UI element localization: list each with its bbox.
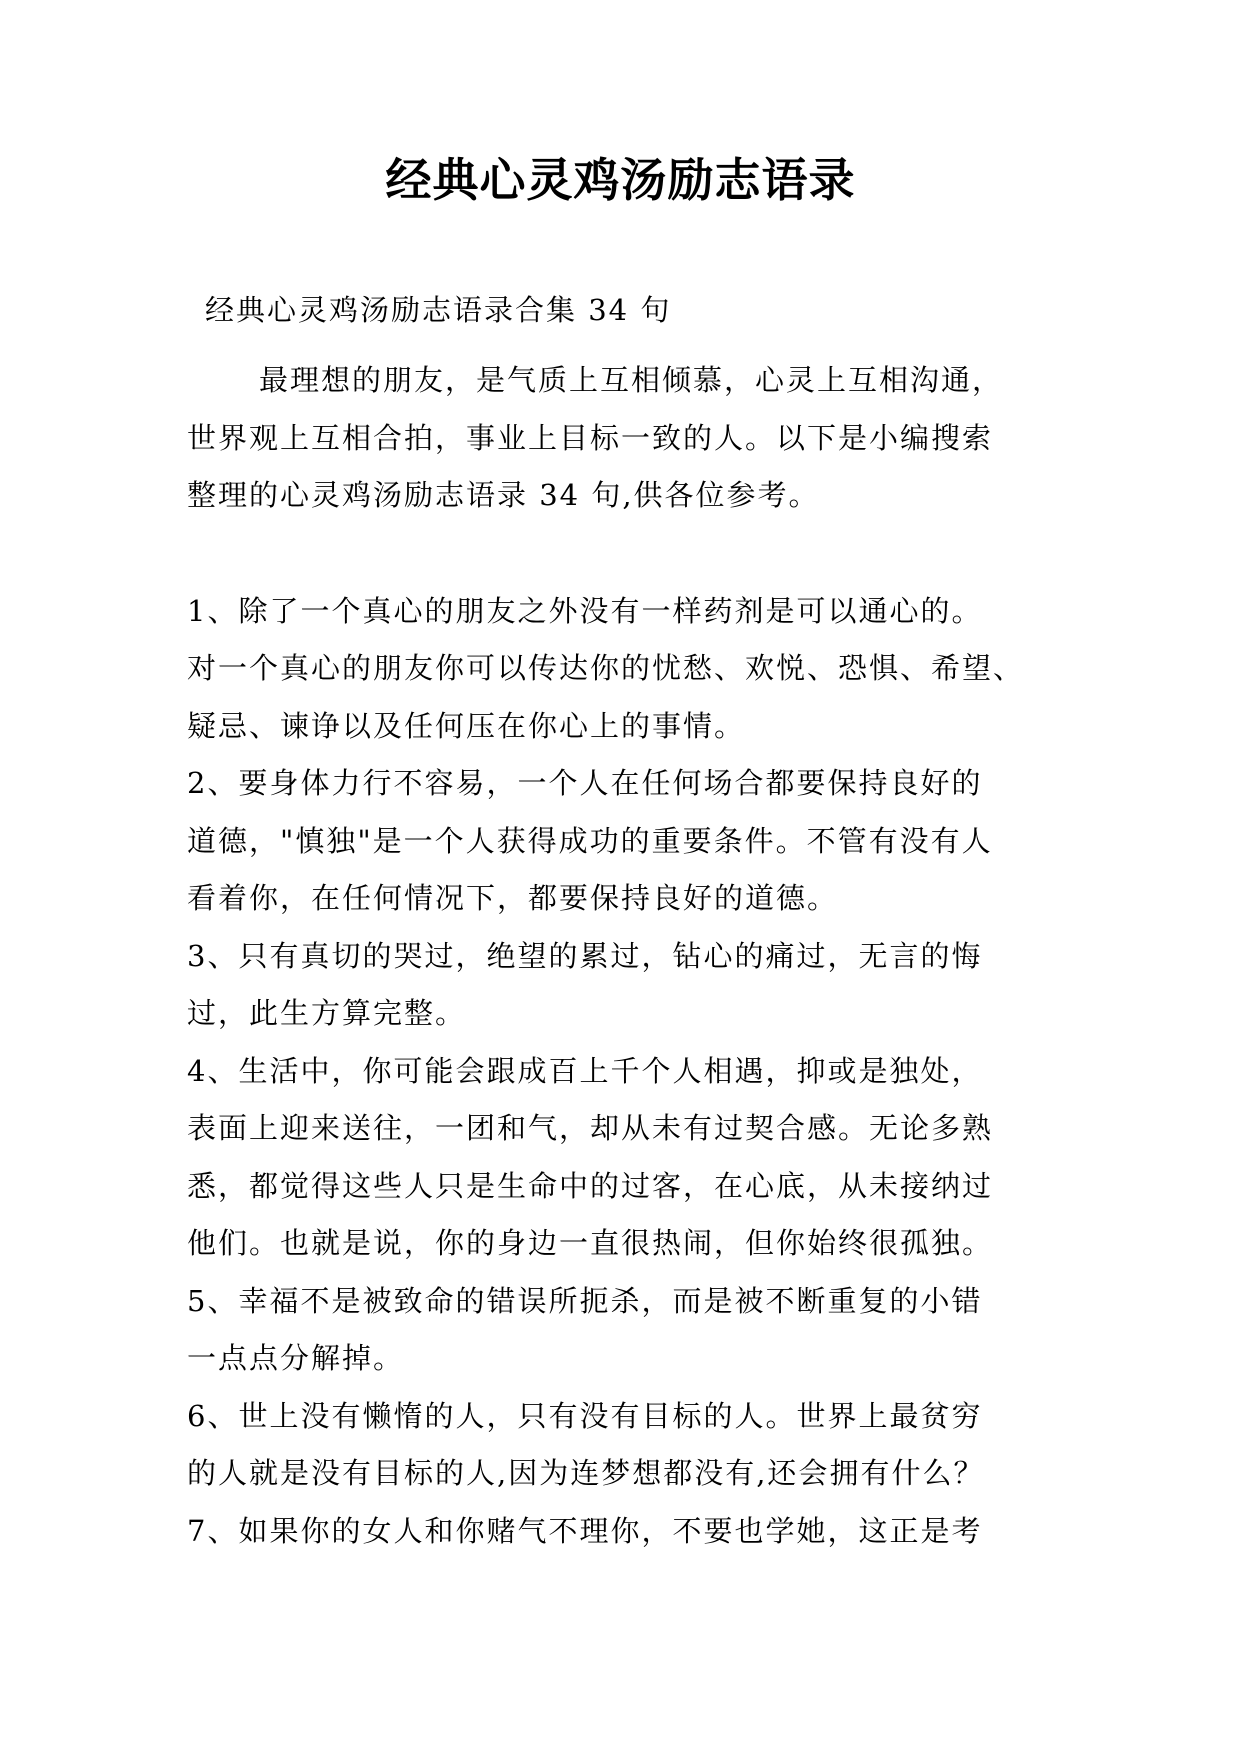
- intro-line: 世界观上互相合拍，事业上目标一致的人。以下是小编搜索: [187, 420, 994, 455]
- quote-line: 疑忌、谏诤以及任何压在你心上的事情。: [187, 708, 746, 743]
- document-subtitle: 经典心灵鸡汤励志语录合集 34 句: [205, 293, 672, 327]
- quote-line: 的人就是没有目标的人,因为连梦想都没有,还会拥有什么？: [187, 1456, 985, 1490]
- quote-line: 6、世上没有懒惰的人，只有没有目标的人。世界上最贫穷: [187, 1398, 983, 1433]
- document-body: [187, 352, 1087, 1560]
- quote-line: 7、如果你的女人和你赌气不理你，不要也学她，这正是考: [187, 1513, 983, 1548]
- quote-line: 一点点分解掉。: [187, 1341, 405, 1375]
- paragraph-gap: [187, 525, 1087, 583]
- quote-line: 道德，"慎独"是一个人获得成功的重要条件。不管有没有人: [187, 823, 993, 858]
- quote-line: 看着你，在任何情况下，都要保持良好的道德。: [187, 881, 839, 915]
- quote-line: 3、只有真切的哭过，绝望的累过，钻心的痛过，无言的悔: [187, 938, 983, 973]
- quote-line: 表面上迎来送往，一团和气，却从未有过契合感。无论多熟: [187, 1111, 994, 1145]
- quote-line: 对一个真心的朋友你可以传达你的忧愁、欢悦、恐惧、希望、: [187, 651, 1025, 685]
- intro-line: 整理的心灵鸡汤励志语录 34 句,供各位参考。: [187, 478, 820, 512]
- quote-line: 悉，都觉得这些人只是生命中的过客，在心底，从未接纳过: [187, 1168, 994, 1203]
- quote-line: 2、要身体力行不容易，一个人在任何场合都要保持良好的: [187, 766, 983, 800]
- quote-line: 5、幸福不是被致命的错误所扼杀，而是被不断重复的小错: [187, 1283, 983, 1318]
- quote-line: 过，此生方算完整。: [187, 996, 467, 1030]
- intro-line: 最理想的朋友，是气质上互相倾慕，心灵上互相沟通，: [259, 363, 1004, 397]
- quote-line: 他们。也就是说，你的身边一直很热闹，但你始终很孤独。: [187, 1226, 994, 1260]
- quote-line: 1、除了一个真心的朋友之外没有一样药剂是可以通心的。: [187, 593, 983, 628]
- quote-line: 4、生活中，你可能会跟成百上千个人相遇，抑或是独处，: [187, 1053, 983, 1088]
- document-title: 经典心灵鸡汤励志语录: [385, 153, 856, 207]
